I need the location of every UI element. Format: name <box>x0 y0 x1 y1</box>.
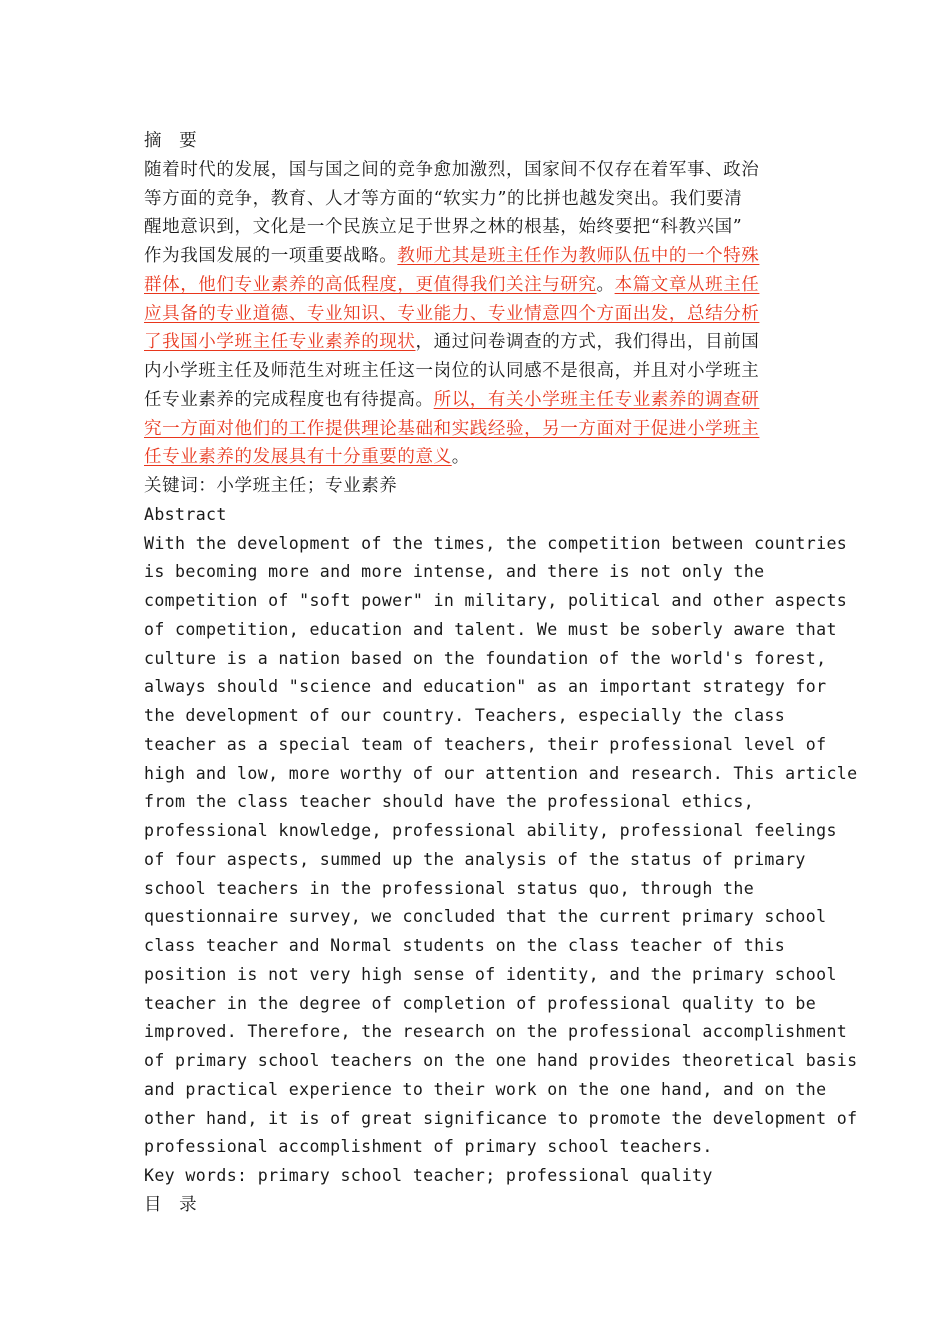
abstract-en-line: improved. Therefore, the research on the professional accomplishment <box>144 1022 848 1042</box>
abstract-zh-line <box>144 328 810 357</box>
document-page <box>144 127 858 1220</box>
keywords-en: Key words: primary school teacher; professional quality <box>144 1166 713 1185</box>
keywords-zh: 关键词：小学班主任；专业素养 <box>144 476 398 496</box>
abstract-en-line: With the development of the times, the competition between countries <box>144 533 848 553</box>
highlighted-text: 群体，他们专业素养的高低程度，更值得我们关注与研究 <box>144 274 597 295</box>
abstract-zh-line <box>144 242 810 271</box>
abstract-en-line: questionnaire survey, we concluded that the current primary school <box>144 907 827 927</box>
abstract-zh-line <box>144 300 810 329</box>
abstract-en-line: high and low, more worthy of our attention and research. This article <box>144 763 858 783</box>
body-text: 作为我国发展的一项重要战略。 <box>144 246 398 266</box>
abstract-zh-line <box>144 443 810 472</box>
abstract-en-heading: Abstract <box>144 504 227 524</box>
abstract-body-zh <box>144 156 810 472</box>
abstract-en-line: class teacher and Normal students on the class teacher of this <box>144 936 786 955</box>
abstract-en-line: the development of our country. Teachers, especially the class <box>144 706 786 725</box>
body-text: 内小学班主任及师范生对班主任这一岗位的认同感不是很高，并且对小学班主 <box>144 361 760 381</box>
abstract-heading: 摘 要 <box>144 131 203 151</box>
abstract-zh-line <box>144 156 810 185</box>
highlighted-text: 所以，有关小学班主任专业素养的调查研 <box>433 389 760 410</box>
highlighted-text: 教师尤其是班主任作为教师队伍中的一个特殊 <box>397 246 760 266</box>
abstract-en-line: and practical experience to their work on the one hand, and on the <box>144 1079 827 1099</box>
body-text: 。 <box>596 274 615 295</box>
abstract-en-line: is becoming more and more intense, and there is not only the <box>144 562 765 582</box>
abstract-en-line: of competition, education and talent. We must be soberly aware that <box>144 619 837 639</box>
abstract-zh-line <box>144 185 810 214</box>
highlighted-text: 任专业素养的发展具有十分重要的意义 <box>144 447 452 468</box>
abstract-en-line: other hand, it is of great significance to promote the development of <box>144 1108 858 1128</box>
abstract-en-line: of four aspects, summed up the analysis of the status of primary <box>144 849 806 869</box>
body-text: 任专业素养的完成程度也有待提高。 <box>144 389 434 410</box>
highlighted-text: 究一方面对他们的工作提供理论基础和实践经验，另一方面对于促进小学班主 <box>144 418 760 439</box>
highlighted-text: 应具备的专业道德、专业知识、专业能力、专业情意四个方面出发，总结分析 <box>144 303 760 324</box>
abstract-en-line: teacher as a special team of teachers, their professional level of <box>144 734 827 754</box>
abstract-en-line: from the class teacher should have the professional ethics, <box>144 792 755 812</box>
body-text: 醒地意识到，文化是一个民族立足于世界之林的根基，始终要把“科教兴国” <box>144 217 743 238</box>
highlighted-text: 本篇文章从班主任 <box>614 274 760 295</box>
abstract-zh-line <box>144 271 810 300</box>
abstract-en-line: competition of "soft power" in military, political and other aspects <box>144 591 848 610</box>
abstract-en-line: always should "science and education" as an important strategy for <box>144 677 827 697</box>
abstract-en-line: of primary school teachers on the one hand provides theoretical basis <box>144 1051 858 1070</box>
abstract-en-line: professional accomplishment of primary school teachers. <box>144 1137 713 1157</box>
toc-heading: 目 录 <box>144 1194 203 1215</box>
abstract-en-line: school teachers in the professional status quo, through the <box>144 878 755 898</box>
body-text: 等方面的竞争，教育、人才等方面的“软实力”的比拼也越发突出。我们要清 <box>144 188 743 209</box>
abstract-zh-line <box>144 386 810 415</box>
highlighted-text: 了我国小学班主任专业素养的现状 <box>144 332 416 353</box>
abstract-body-en <box>144 530 858 1163</box>
abstract-en-line: teacher in the degree of completion of professional quality to be <box>144 993 817 1013</box>
abstract-zh-line <box>144 415 810 444</box>
body-text: 。 <box>451 447 470 468</box>
body-text: ，通过问卷调查的方式，我们得出，目前国 <box>415 332 760 353</box>
abstract-en-line: position is not very high sense of identity, and the primary school <box>144 964 837 984</box>
abstract-en-line: culture is a nation based on the foundation of the world's forest, <box>144 648 827 668</box>
abstract-en-line: professional knowledge, professional ability, professional feelings <box>144 821 837 840</box>
body-text: 随着时代的发展，国与国之间的竞争愈加激烈，国家间不仅存在着军事、政治 <box>144 159 760 180</box>
abstract-zh-line <box>144 213 810 242</box>
abstract-zh-line <box>144 357 810 386</box>
